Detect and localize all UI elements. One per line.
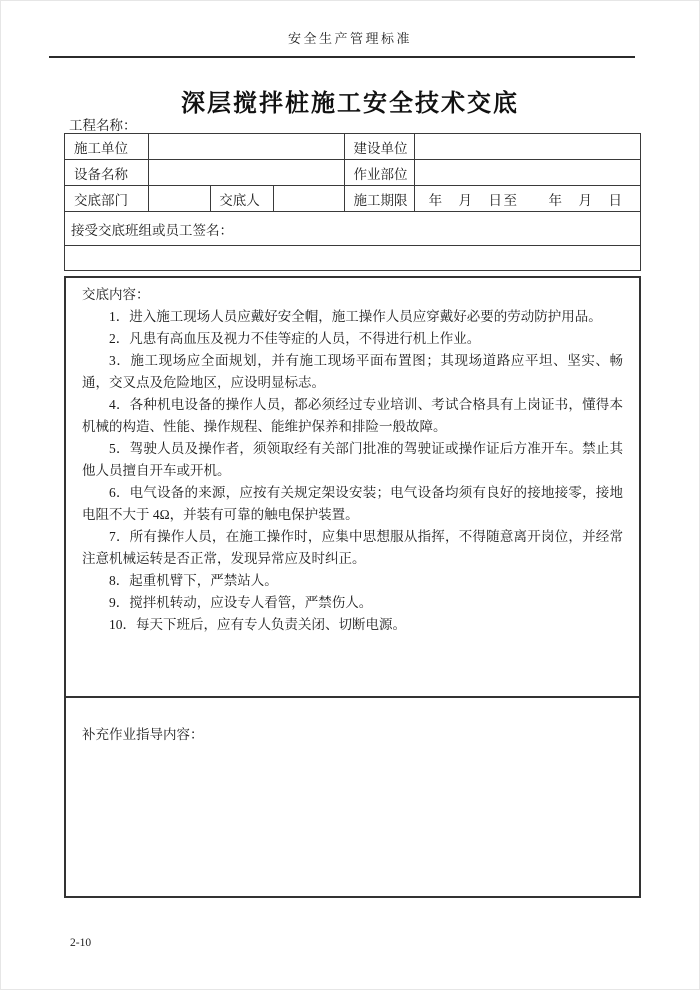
disclosure-item-4: 4．各种机电设备的操作人员，都必须经过专业培训、考试合格具有上岗证书，懂得本机械的构造、性能、操作规程、能维护保养和排险一般故障。 <box>82 397 623 434</box>
signature-label: 接受交底班组或员工签名： <box>65 212 641 246</box>
supplement-heading: 补充作业指导内容： <box>82 727 204 742</box>
header-text: 安全生产管理标准 <box>287 31 412 46</box>
discloser-label: 交底人 <box>211 186 274 212</box>
construction-unit-value <box>149 134 345 160</box>
disclosure-item-1: 1．进入施工现场人员应戴好安全帽，施工操作人员应穿戴好必要的劳动防护用品。 <box>109 309 602 324</box>
discloser-value <box>274 186 345 212</box>
table-row-signature-blank <box>65 246 641 271</box>
disclosure-dept-value <box>149 186 211 212</box>
content-table <box>64 276 641 898</box>
equipment-name-value <box>149 160 345 186</box>
disclosure-item-7: 7．所有操作人员，在施工操作时，应集中思想服从指挥，不得随意离开岗位，并经常注意机械运转是否正常，发现异常应及时纠正。 <box>82 529 623 566</box>
construction-period-label: 施工期限 <box>345 186 414 212</box>
document-header <box>1 28 699 47</box>
disclosure-content-cell <box>65 277 640 697</box>
disclosure-item-10: 10．每天下班后，应有专人负责关闭、切断电源。 <box>109 617 406 632</box>
disclosure-item-8: 8．起重机臂下，严禁站人。 <box>109 573 278 588</box>
page-title: 深层搅拌桩施工安全技术交底 <box>181 91 519 117</box>
table-row-supplement <box>65 697 640 897</box>
disclosure-dept-label: 交底部门 <box>65 186 149 212</box>
disclosure-item-9: 9．搅拌机转动，应设专人看管，严禁伤人。 <box>109 595 373 610</box>
building-unit-value <box>414 134 640 160</box>
signature-blank-area <box>65 246 641 271</box>
equipment-name-label: 设备名称 <box>65 160 149 186</box>
table-row-equipment <box>65 160 641 186</box>
disclosure-item-6: 6．电气设备的来源，应按有关规定架设安装；电气设备均须有良好的接地接零，接地电阻不大于 4Ω，并装有可靠的触电保护装置。 <box>82 485 623 522</box>
table-row-signature <box>65 212 641 246</box>
construction-period-value: 年 月 日至 年 月 日 <box>414 186 640 212</box>
header-rule <box>49 56 635 58</box>
work-location-label: 作业部位 <box>345 160 414 186</box>
disclosure-item-5: 5．驾驶人员及操作者，须领取经有关部门批准的驾驶证或操作证后方准开车。禁止其他人员擅自开车或开机。 <box>82 441 623 478</box>
info-table <box>64 133 641 271</box>
table-row-construction-unit <box>65 134 641 160</box>
work-location-value <box>414 160 640 186</box>
disclosure-item-2: 2．凡患有高血压及视力不佳等症的人员，不得进行机上作业。 <box>109 331 481 346</box>
table-row-disclosure-content <box>65 277 640 697</box>
construction-unit-label: 施工单位 <box>65 134 149 160</box>
disclosure-item-3: 3．施工现场应全面规划，并有施工现场平面布置图；其现场道路应平坦、坚实、畅通，交叉点及危险地区，应设明显标志。 <box>82 353 623 390</box>
building-unit-label: 建设单位 <box>345 134 414 160</box>
disclosure-content-heading: 交底内容： <box>82 287 150 302</box>
project-name-label: 工程名称： <box>69 118 137 133</box>
table-row-disclosure <box>65 186 641 212</box>
page-number: 2-10 <box>70 937 92 949</box>
supplement-cell <box>65 697 640 897</box>
